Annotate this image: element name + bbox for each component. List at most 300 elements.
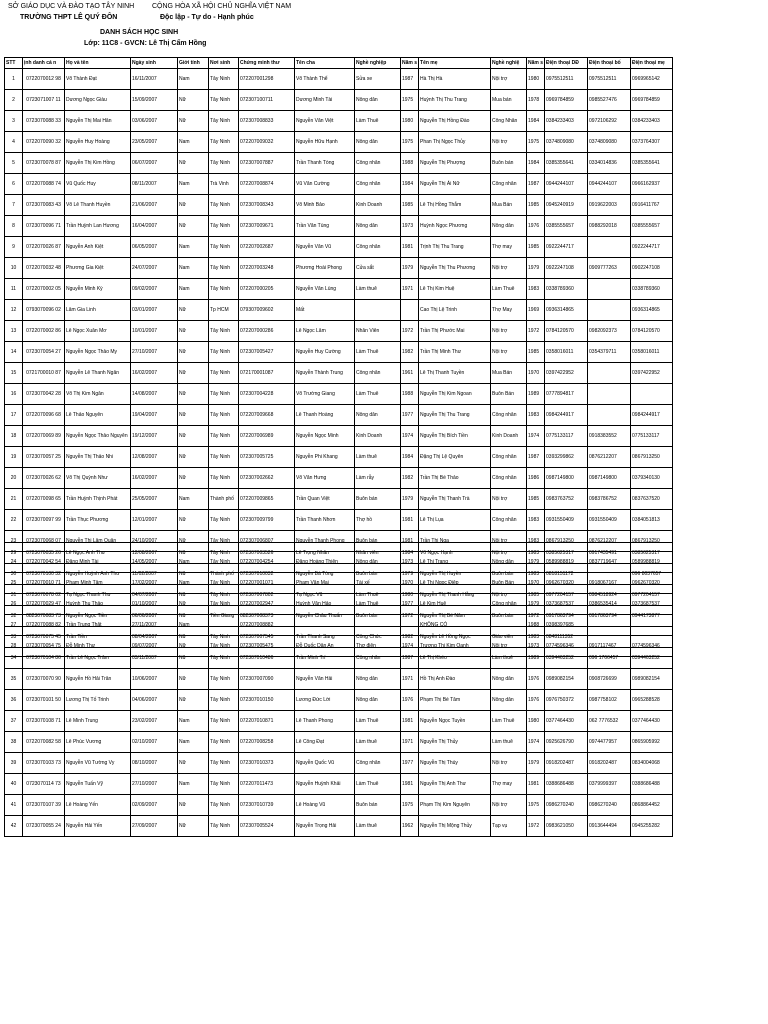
cell-birthplace: Tây Ninh	[209, 363, 239, 384]
cell-father-year: 1961	[401, 363, 419, 384]
cell-father-job: Nông dân	[355, 90, 401, 111]
cell-mother-phone: 0377464430	[631, 711, 673, 732]
table-row	[5, 69, 673, 90]
cell-id: 0723070108 71	[23, 711, 65, 732]
cell-father-year: 1984	[401, 447, 419, 468]
cell-phone: 0848111352	[545, 627, 588, 648]
cell-gender: Nữ	[178, 585, 209, 606]
cell-id-card: 072307009799	[239, 510, 295, 531]
cell-birthplace: Tây Ninh	[209, 468, 239, 489]
cell-father-name: Nguyễn Văn Lùng	[295, 279, 355, 300]
cell-dob: 24/07/2007	[131, 258, 178, 279]
cell-dob: 14/05/2007	[131, 552, 178, 573]
cell-name: Nguyễn Huy Hoàng	[65, 132, 131, 153]
cell-stt: 41	[5, 795, 23, 816]
cell-father-year: 1982	[401, 468, 419, 489]
cell-mother-phone: 0868864452	[631, 795, 673, 816]
cell-mother-phone: 0969965142	[631, 69, 673, 90]
cell-dob: 04/07/2007	[131, 585, 178, 606]
cell-father-year: 1985	[401, 195, 419, 216]
cell-mother-name: Nguyễn Thị Thúy	[419, 753, 491, 774]
cell-dob: 06/07/2007	[131, 153, 178, 174]
cell-stt: 2	[5, 90, 23, 111]
cell-phone: 0977204157	[545, 585, 588, 606]
cell-phone: 0388686488	[545, 774, 588, 795]
cell-mother-name: Nguyễn Thị Thanh Hằng	[419, 585, 491, 606]
cell-dob: 08/10/2007	[131, 753, 178, 774]
cell-father-year: 1981	[401, 531, 419, 552]
cell-father-year: 1974	[401, 426, 419, 447]
cell-father-phone: 0334014836	[588, 153, 631, 174]
cell-mother-name: Nguyễn Thị Bích Tiền	[419, 426, 491, 447]
cell-father-phone: 0374809080	[588, 132, 631, 153]
cell-id: 0723070075 45	[23, 627, 65, 648]
cell-dob: 09/07/2007	[131, 636, 178, 657]
cell-father-phone	[588, 564, 631, 585]
cell-id-card: 072307007545	[239, 627, 295, 648]
cell-father-phone: 0918383552	[588, 426, 631, 447]
cell-stt: 5	[5, 153, 23, 174]
cell-id: 0722070082 58	[23, 732, 65, 753]
cell-father-year: 1982	[401, 342, 419, 363]
cell-dob: 02/10/2007	[131, 732, 178, 753]
cell-gender: Nữ	[178, 594, 209, 615]
cell-phone: 0338789360	[545, 279, 588, 300]
cell-gender: Nữ	[178, 795, 209, 816]
cell-name: Trần Thục Phương	[65, 510, 131, 531]
cell-dob: 23/02/2007	[131, 711, 178, 732]
cell-phone: 0936314865	[545, 300, 588, 321]
cell-mother-job: Công nhân	[491, 447, 527, 468]
cell-name: Lê Ngọc Xuân Mơ	[65, 321, 131, 342]
cell-mother-job: Nội trợ	[491, 636, 527, 657]
cell-father-year: 1972	[401, 321, 419, 342]
cell-id: 0723070100 32	[23, 564, 65, 585]
cell-mother-phone: 0379340130	[631, 468, 673, 489]
cell-mother-year: 1983	[527, 564, 545, 585]
cell-father-job: Làm Thuê	[355, 585, 401, 606]
cell-father-phone: 0919622003	[588, 195, 631, 216]
cell-stt: 31	[5, 585, 23, 606]
cell-father-phone: 0913644494	[588, 816, 631, 837]
cell-id-card: 072307004228	[239, 384, 295, 405]
cell-father-phone: 0354379711	[588, 342, 631, 363]
cell-phone: 0987149800	[545, 468, 588, 489]
cell-name: Nguyễn Tuấn Vỹ	[65, 774, 131, 795]
cell-id: 0722070010 71	[23, 573, 65, 594]
cell-mother-year: 1976	[527, 216, 545, 237]
cell-id: 0722070098 65	[23, 489, 65, 510]
cell-stt: 26	[5, 594, 23, 615]
cell-mother-job: Mua bán	[491, 90, 527, 111]
table-row	[5, 405, 673, 426]
cell-mother-year: 1978	[527, 90, 545, 111]
cell-father-year: 1973	[401, 216, 419, 237]
cell-father-name: Võ Trường Giang	[295, 384, 355, 405]
cell-stt: 35	[5, 669, 23, 690]
table-row	[5, 585, 673, 606]
table-row	[5, 543, 673, 564]
cell-id-card: 072207008258	[239, 732, 295, 753]
cell-dob: 06/06/2007	[131, 606, 178, 627]
cell-id-card: 072207006989	[239, 426, 295, 447]
table-row	[5, 510, 673, 531]
cell-id-card: 072307010032	[239, 564, 295, 585]
cell-mother-year: 1972	[527, 321, 545, 342]
cell-id: 0723070101 50	[23, 690, 65, 711]
cell-father-name: Võ Văn Hưng	[295, 468, 355, 489]
cell-father-job: Buôn bán	[355, 795, 401, 816]
cell-father-year: 1976	[401, 690, 419, 711]
cell-id: 0723070107 39	[23, 795, 65, 816]
cell-mother-year: 1969	[527, 300, 545, 321]
table-header-row	[5, 58, 673, 69]
cell-father-phone: 0386535414	[588, 594, 631, 615]
table-row	[5, 384, 673, 405]
cell-mother-year: 1979	[527, 258, 545, 279]
cell-mother-name: Nguyễn Thị Phượng	[419, 153, 491, 174]
cell-id: 0722070002 05	[23, 279, 65, 300]
cell-father-phone: 062 7776532	[588, 711, 631, 732]
cell-dob: 27/11/2007	[131, 615, 178, 636]
cell-father-phone: 0909777263	[588, 258, 631, 279]
cell-father-job	[355, 300, 401, 321]
cell-dob: 12/01/2007	[131, 510, 178, 531]
cell-mother-name: Nguyễn Thị Kim Ngoan	[419, 384, 491, 405]
cell-id: 0722070090 32	[23, 132, 65, 153]
cell-stt: 21	[5, 489, 23, 510]
cell-mother-year: 1988	[527, 615, 545, 636]
cell-mother-name: Võ Ngọc Hạnh	[419, 543, 491, 564]
cell-mother-job: Thợ May	[491, 300, 527, 321]
cell-phone: 0983763752	[545, 489, 588, 510]
cell-gender: Nữ	[178, 153, 209, 174]
cell-gender: Nam	[178, 615, 209, 636]
cell-id-card: 072307005427	[239, 342, 295, 363]
cell-father-year: 1972	[401, 606, 419, 627]
cell-father-year: 1974	[401, 636, 419, 657]
cell-phone: 0384233403	[545, 111, 588, 132]
col-header-father-year: Năm s	[401, 58, 419, 69]
cell-dob: 10/06/2007	[131, 669, 178, 690]
cell-mother-year: 1983	[527, 543, 545, 564]
cell-mother-year: 1983	[527, 510, 545, 531]
cell-gender: Nữ	[178, 468, 209, 489]
cell-father-job: Làm thuê	[355, 816, 401, 837]
cell-gender: Nữ	[178, 627, 209, 648]
cell-id-card: 072207001298	[239, 69, 295, 90]
cell-birthplace: Tây Ninh	[209, 636, 239, 657]
cell-birthplace: Tây Ninh	[209, 669, 239, 690]
cell-mother-job: Thợ may	[491, 774, 527, 795]
table-row	[5, 279, 673, 300]
cell-father-year: 1970	[401, 573, 419, 594]
cell-father-year: 1979	[401, 258, 419, 279]
cell-id: 0722070002 86	[23, 321, 65, 342]
cell-mother-job: Công nhân	[491, 405, 527, 426]
cell-mother-job: Nội trợ	[491, 69, 527, 90]
cell-mother-job: Mua Bán	[491, 363, 527, 384]
cell-mother-job: Nội trợ	[491, 753, 527, 774]
cell-mother-year: 1986	[527, 468, 545, 489]
cell-father-year: 1971	[401, 279, 419, 300]
cell-mother-job: Nội trợ	[491, 543, 527, 564]
cell-mother-phone: 0867913250	[631, 447, 673, 468]
cell-father-phone: 0987149800	[588, 468, 631, 489]
cell-gender: Nữ	[178, 543, 209, 564]
cell-father-year: 1979	[401, 489, 419, 510]
cell-id-card: 072207008882	[239, 615, 295, 636]
cell-name: Lương Thị Tố Trinh	[65, 690, 131, 711]
cell-birthplace: Tây Ninh	[209, 405, 239, 426]
cell-father-name: Nguyễn Châu Thuấn	[295, 606, 355, 627]
cell-gender: Nữ	[178, 510, 209, 531]
table-row	[5, 648, 673, 669]
cell-mother-job: Mua Bán	[491, 195, 527, 216]
cell-id-card: 072307005475	[239, 636, 295, 657]
cell-mother-year: 1987	[527, 174, 545, 195]
cell-id-card: 072207009032	[239, 132, 295, 153]
cell-id-card: 072207002947	[239, 594, 295, 615]
cell-father-year: 1984	[401, 174, 419, 195]
cell-id: 0722070026 87	[23, 237, 65, 258]
cell-father-year: 1971	[401, 669, 419, 690]
table-row	[5, 606, 673, 627]
cell-father-job: Nông dân	[355, 216, 401, 237]
cell-birthplace: Tây Ninh	[209, 753, 239, 774]
cell-phone: 0394463252	[545, 648, 588, 669]
cell-father-year: 1984	[401, 543, 419, 564]
cell-mother-job: Nội trợ	[491, 258, 527, 279]
cell-gender: Nam	[178, 732, 209, 753]
cell-name: Võ Thành Đạt	[65, 69, 131, 90]
cell-id: 0723070097 99	[23, 510, 65, 531]
cell-gender: Nữ	[178, 648, 209, 669]
cell-mother-year: 1980	[527, 711, 545, 732]
cell-phone: 0986270240	[545, 795, 588, 816]
cell-mother-name: Nguyễn Thị Thanh Trà	[419, 489, 491, 510]
cell-dob: 27/10/2007	[131, 342, 178, 363]
cell-stt: 20	[5, 468, 23, 489]
cell-mother-phone: 0373764307	[631, 132, 673, 153]
cell-father-job: Nông dân	[355, 669, 401, 690]
cell-father-name: Trần Văn Tùng	[295, 216, 355, 237]
cell-stt: 1	[5, 69, 23, 90]
cell-dob: 15/09/2007	[131, 90, 178, 111]
cell-father-name: Nguyễn Thanh Phong	[295, 531, 355, 552]
cell-id-card: 072207002687	[239, 237, 295, 258]
cell-father-phone: 0876212207	[588, 447, 631, 468]
cell-mother-name: Trịnh Thị Thu Trang	[419, 237, 491, 258]
cell-mother-phone: 0936314865	[631, 300, 673, 321]
cell-father-name: Nguyễn Hữu Hạnh	[295, 132, 355, 153]
col-header-mother-year: Năm s	[527, 58, 545, 69]
cell-father-job: Công nhân	[355, 648, 401, 669]
page-title: DANH SÁCH HỌC SINH	[100, 29, 179, 36]
cell-mother-job: Buôn bán	[491, 606, 527, 627]
cell-phone: 0385625317	[545, 543, 588, 564]
cell-mother-year: 1980	[527, 69, 545, 90]
cell-father-job: Công nhân	[355, 753, 401, 774]
cell-mother-name: Lê Thị Ngọc Điệp	[419, 573, 491, 594]
cell-gender: Nam	[178, 174, 209, 195]
cell-birthplace: Tây Ninh	[209, 216, 239, 237]
cell-father-name: Lê Ngọc Lâm	[295, 321, 355, 342]
cell-dob: 16/11/2007	[131, 69, 178, 90]
cell-name: Nguyễn Anh Kiệt	[65, 237, 131, 258]
cell-father-name: Nguyễn Bá Tòng	[295, 564, 355, 585]
cell-name: Nguyễn Thị Lâm Quân	[65, 531, 131, 552]
cell-mother-year: 1985	[527, 237, 545, 258]
cell-id-card: 072307008833	[239, 111, 295, 132]
table-row	[5, 342, 673, 363]
cell-birthplace: Tây Ninh	[209, 90, 239, 111]
cell-mother-year: 1976	[527, 669, 545, 690]
table-row	[5, 690, 673, 711]
cell-mother-year: 1983	[527, 531, 545, 552]
cell-father-phone	[588, 405, 631, 426]
col-header-name: Họ và tên	[65, 58, 131, 69]
cell-mother-year: 1987	[527, 447, 545, 468]
cell-mother-phone: 0385555657	[631, 216, 673, 237]
cell-father-phone: 0983786752	[588, 489, 631, 510]
cell-phone: 0975512511	[545, 69, 588, 90]
cell-name: Võ Thị Quỳnh Như	[65, 468, 131, 489]
table-row	[5, 363, 673, 384]
cell-name: Trần Lê Ngọc Trâm	[65, 648, 131, 669]
cell-id-card: 072307006807	[239, 531, 295, 552]
cell-mother-name: Nguyễn Thị Hồng Đào	[419, 111, 491, 132]
col-header-father-job: Nghề nghiệp	[355, 58, 401, 69]
cell-stt: 22	[5, 510, 23, 531]
cell-father-job: Nông dân	[355, 132, 401, 153]
cell-birthplace: Trà Vinh	[209, 174, 239, 195]
cell-id-card: 072207000286	[239, 321, 295, 342]
cell-id-card: 072307010373	[239, 753, 295, 774]
cell-mother-name: Trần Thị Minh Thư	[419, 342, 491, 363]
cell-gender: Nam	[178, 489, 209, 510]
cell-mother-job: Nông dân	[491, 690, 527, 711]
cell-father-year: 1977	[401, 753, 419, 774]
cell-father-name: Võ Minh Bảo	[295, 195, 355, 216]
cell-id-card: 072207001071	[239, 573, 295, 594]
cell-name: Lê Thảo Nguyên	[65, 405, 131, 426]
cell-father-year: 1987	[401, 69, 419, 90]
table-row	[5, 732, 673, 753]
cell-stt: 12	[5, 300, 23, 321]
cell-father-year: 1981	[401, 774, 419, 795]
cell-mother-phone: 096 8037657	[631, 564, 673, 585]
cell-father-job: Kinh Doanh	[355, 426, 401, 447]
cell-father-phone	[588, 363, 631, 384]
table-row	[5, 447, 673, 468]
cell-gender: Nữ	[178, 300, 209, 321]
cell-father-job: Làm Thuê	[355, 111, 401, 132]
cell-stt: 19	[5, 447, 23, 468]
table-row	[5, 753, 673, 774]
col-header-mother-phone: Điện thoại mẹ	[631, 58, 673, 69]
cell-gender: Nữ	[178, 531, 209, 552]
cell-birthplace: Tây Ninh	[209, 426, 239, 447]
cell-gender: Nữ	[178, 690, 209, 711]
cell-name: Nguyễn Ngọc Thảo Nguyên	[65, 426, 131, 447]
cell-father-year: 1977	[401, 594, 419, 615]
cell-phone: 0398397685	[545, 615, 588, 636]
cell-gender: Nam	[178, 573, 209, 594]
cell-gender: Nữ	[178, 606, 209, 627]
cell-mother-name: Nguyễn Ngọc Tuyền	[419, 711, 491, 732]
cell-mother-name: Lê Thị Lụa	[419, 510, 491, 531]
cell-mother-job: Nội trợ	[491, 489, 527, 510]
cell-id: 0722070042 54	[23, 552, 65, 573]
cell-birthplace: Tây Ninh	[209, 447, 239, 468]
cell-id: 0723070114 73	[23, 774, 65, 795]
cell-mother-year: 1985	[527, 585, 545, 606]
cell-father-name: Nguyễn Văn Vũ	[295, 237, 355, 258]
cell-id-card: 082307008373	[239, 606, 295, 627]
cell-birthplace: Tây Ninh	[209, 258, 239, 279]
cell-father-phone: 0918202487	[588, 753, 631, 774]
cell-phone: 0984244917	[545, 405, 588, 426]
table-row	[5, 774, 673, 795]
cell-father-name: Trần Thanh Nhơn	[295, 510, 355, 531]
cell-id: 0723071007 11	[23, 90, 65, 111]
cell-birthplace: Tây Ninh	[209, 111, 239, 132]
cell-id-card: 072307010739	[239, 795, 295, 816]
cell-mother-phone: 0962670320	[631, 573, 673, 594]
cell-father-year: 1975	[401, 132, 419, 153]
cell-mother-year: 1970	[527, 573, 545, 594]
cell-dob: 23/05/2007	[131, 132, 178, 153]
cell-birthplace: Tây Ninh	[209, 153, 239, 174]
cell-father-phone: 0982092373	[588, 321, 631, 342]
cell-mother-name: Huỳnh Thị Thu Trang	[419, 90, 491, 111]
cell-stt: 18	[5, 426, 23, 447]
cell-mother-phone: 0922244717	[631, 237, 673, 258]
cell-father-phone: 0944244107	[588, 174, 631, 195]
col-header-id-card: Chứng minh thư	[239, 58, 295, 69]
cell-id-card: 072307005725	[239, 447, 295, 468]
cell-father-job: Làm Thuê	[355, 711, 401, 732]
cell-phone: 0918202487	[545, 753, 588, 774]
cell-id-card: 072307008343	[239, 195, 295, 216]
cell-mother-name: Hồ Thị Anh Đào	[419, 669, 491, 690]
cell-stt: 10	[5, 258, 23, 279]
cell-father-phone: 0987758102	[588, 690, 631, 711]
cell-stt: 29	[5, 543, 23, 564]
cell-mother-phone: 0589988819	[631, 552, 673, 573]
cell-mother-year: 1972	[527, 816, 545, 837]
col-header-id: ịnh danh cá n	[23, 58, 65, 69]
cell-father-year: 1981	[401, 510, 419, 531]
cell-id: 0723070035 26	[23, 543, 65, 564]
cell-name: Huỳnh Thu Thảo	[65, 594, 131, 615]
cell-mother-job: Làm Thuê	[491, 279, 527, 300]
cell-id: 0723070068 07	[23, 531, 65, 552]
cell-stt: 37	[5, 711, 23, 732]
cell-father-phone: 0931550409	[588, 510, 631, 531]
cell-phone: 0818151172	[545, 564, 588, 585]
cell-mother-name: Trần Thị Phước Mai	[419, 321, 491, 342]
cell-mother-name: Nguyễn Thị Mộng Thủy	[419, 816, 491, 837]
cell-mother-year: 1984	[527, 111, 545, 132]
class-info: Lớp: 11C8 - GVCN: Lê Thị Cẩm Hồng	[84, 40, 207, 47]
cell-birthplace: Tây Ninh	[209, 732, 239, 753]
cell-id: 0723070104 86	[23, 648, 65, 669]
cell-phone: 0867913250	[545, 531, 588, 552]
cell-mother-year: 1989	[527, 384, 545, 405]
table-row	[5, 627, 673, 648]
